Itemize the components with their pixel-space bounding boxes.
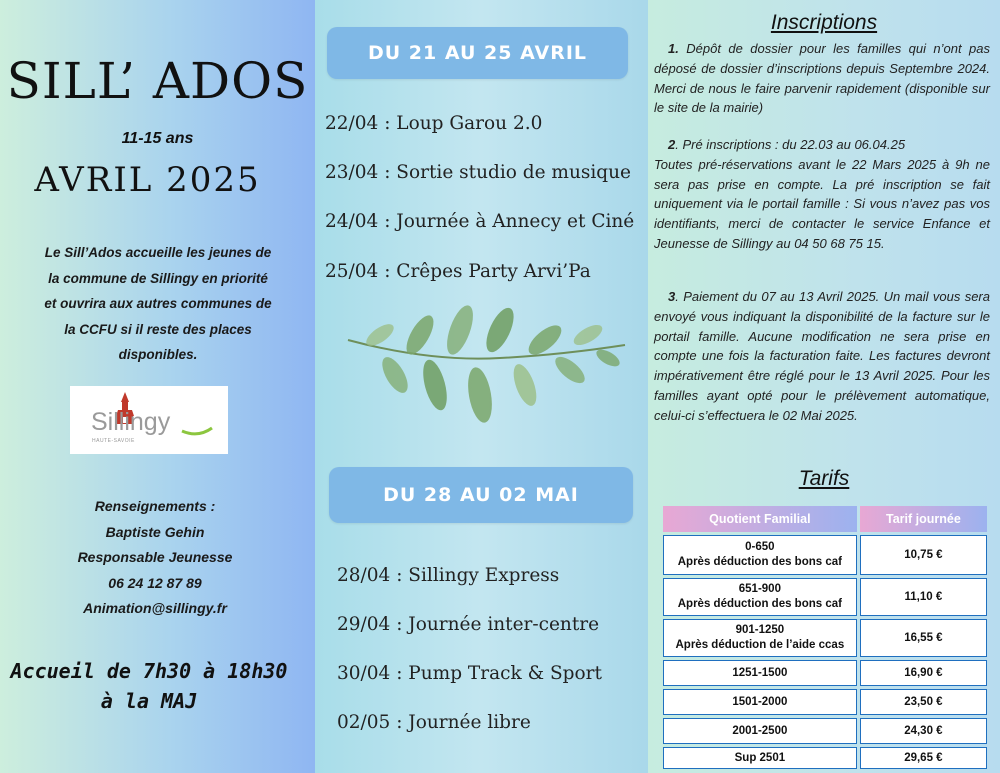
contact-email: Animation@sillingy.fr [83,600,227,616]
tarif-table [660,503,990,772]
intro-line: disponibles. [118,347,198,362]
column-header: Tarif journée [860,506,987,532]
month-title: AVRIL 2025 [34,160,261,200]
table-row [663,747,987,769]
table-row [663,718,987,744]
price-cell: 24,30 € [860,718,987,744]
activity-item: 24/04 : Journée à Annecy et Ciné [325,211,635,232]
leaf-branch-icon [340,300,630,440]
week1-banner: DU 21 AU 25 AVRIL [327,27,628,79]
activity-item: 28/04 : Sillingy Express [337,565,560,586]
table-row [663,660,987,686]
quotient-cell: 2001-2500 [663,718,857,744]
activity-item: 23/04 : Sortie studio de musique [325,162,632,183]
inscription-step-2 [654,135,990,254]
step-heading: . Pré inscriptions : du 22.03 au 06.04.25 [675,137,906,152]
logo-subtext: HAUTE-SAVOIE [92,438,135,444]
tarifs-heading: Tarifs [798,467,850,490]
contact-phone: 06 24 12 87 89 [108,574,202,591]
contact-line: Baptiste Gehin [105,523,205,540]
age-range: 11-15 ans [121,130,194,147]
logo-text: Sillingy [91,408,171,436]
quotient-cell: 0-650 Après déduction des bons caf [663,535,857,575]
step-number: 2 [668,137,676,152]
intro-line: la CCFU si il reste des places [64,321,252,337]
activity-item: 22/04 : Loup Garou 2.0 [325,113,543,134]
column-header: Quotient Familial [663,506,857,532]
inscriptions-heading: Inscriptions [770,11,878,34]
price-cell: 16,90 € [860,660,987,686]
price-cell: 10,75 € [860,535,987,575]
step-text: Dépôt de dossier pour les familles qui n’ont pas déposé de dossier d’inscriptions depuis Septembre 2024. Merci de nous le faire parvenir rapidement (disponible sur le site de la mairie) [654,41,990,116]
step-text: Toutes pré-réservations avant le 22 Mars 2025 à 9h ne sera pas prise en compte. La pré inscription se fait uniquement via le portail famille : Si vous n’avez pas vos identifiants, merci de contacter le service Enfance et Jeunesse de Sillingy au 04 50 68 75 15. [654,156,990,251]
hours-line: à la MAJ [100,689,198,713]
page-title: SILL’ ADOS [6,52,309,110]
hours-line: Accueil de 7h30 à 18h30 [10,659,288,683]
step-number: 1. [668,41,679,56]
quotient-cell: 651-900 Après déduction des bons caf [663,578,857,616]
intro-line: la commune de Sillingy en priorité [48,270,268,286]
table-row [663,619,987,657]
opening-hours [0,656,298,716]
table-row [663,689,987,715]
step-text: . Paiement du 07 au 13 Avril 2025. Un mail vous sera envoyé vous indiquant la disponibilité de la facture sur le portail famille. Aucune modification ne sera prise en compte une fois la facturation faite. Les factures devront impérativement être réglé pour le 13 Avril 2025. Pour les familles ayant opté pour le prélèvement automatique, celui-ci s’effectuera le 02 Mai 2025. [654,289,990,423]
table-row [663,535,987,575]
quotient-cell: Sup 2501 [663,747,857,769]
left-panel [0,0,315,773]
activity-item: 29/04 : Journée inter-centre [337,614,600,635]
activity-item: 02/05 : Journée libre [337,712,531,733]
contact-info [20,494,290,622]
quotient-cell: 1501-2000 [663,689,857,715]
price-cell: 11,10 € [860,578,987,616]
quotient-cell: 901-1250 Après déduction de l’aide ccas [663,619,857,657]
price-cell: 29,65 € [860,747,987,769]
sillingy-logo [70,386,228,454]
contact-line: Renseignements : [94,498,216,514]
intro-text [18,240,298,368]
intro-line: et ouvrira aux autres communes de [44,296,272,311]
inscription-step-3 [654,287,990,426]
price-cell: 23,50 € [860,689,987,715]
table-row [663,578,987,616]
price-cell: 16,55 € [860,619,987,657]
quotient-cell: 1251-1500 [663,660,857,686]
inscription-step-1 [654,39,990,118]
right-panel [648,0,1000,773]
contact-line: Responsable Jeunesse [77,549,233,565]
week2-banner: DU 28 AU 02 MAI [329,467,633,523]
step-number: 3 [668,289,676,304]
intro-line: Le Sill’Ados accueille les jeunes de [44,245,272,260]
activity-item: 30/04 : Pump Track & Sport [337,663,602,684]
activity-item: 25/04 : Crêpes Party Arvi’Pa [325,261,591,282]
middle-panel [315,0,648,773]
